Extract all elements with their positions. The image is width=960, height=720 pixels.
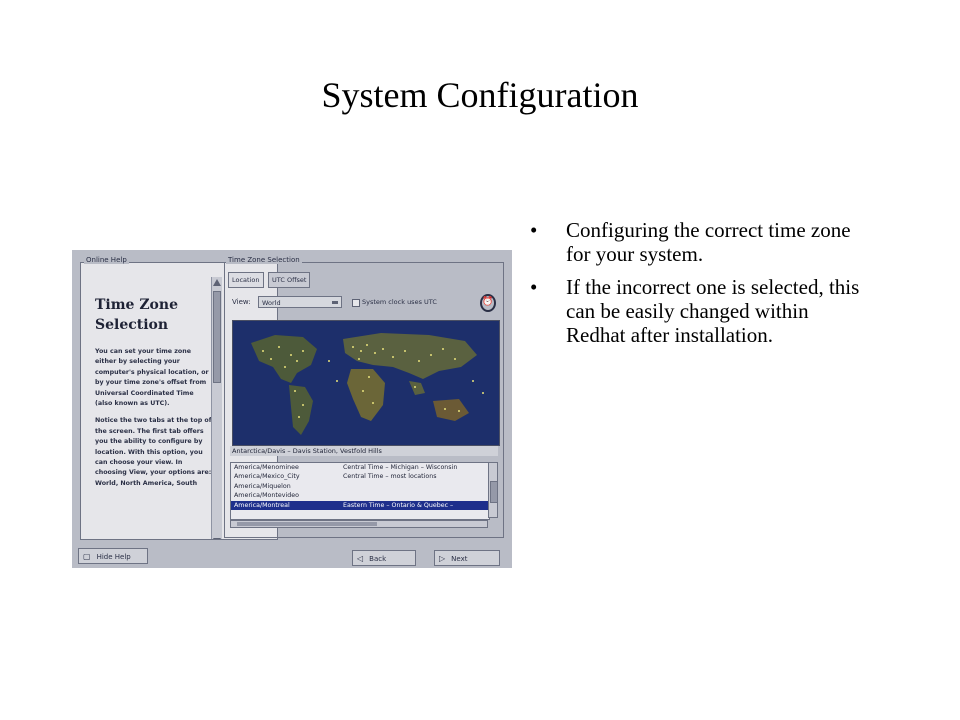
bullet-list xyxy=(530,218,860,356)
back-button[interactable] xyxy=(352,550,416,566)
hscroll-thumb[interactable] xyxy=(237,522,377,526)
bullet-icon: • xyxy=(530,218,538,242)
view-select[interactable] xyxy=(258,296,342,308)
help-paragraph: Notice the two tabs at the top of the screen. The first tab offers you the ability to configure by location. With this option, you can choose your view. In choosing View, your options are: World, North America, South xyxy=(95,417,212,487)
time-zone-label: Time Zone Selection xyxy=(228,256,300,264)
world-map[interactable] xyxy=(232,320,500,446)
tz-name: America/Menominee xyxy=(234,464,299,471)
list-scrollbar[interactable] xyxy=(488,462,498,518)
tz-name: America/Montevideo xyxy=(234,492,299,500)
bullet-icon: • xyxy=(530,275,538,299)
hide-help-icon: ▢ xyxy=(83,552,91,561)
bullet-text: Configuring the correct time zone for your system. xyxy=(566,218,851,266)
scroll-down-arrow-icon[interactable] xyxy=(213,538,221,540)
list-item-selected[interactable] xyxy=(231,501,489,510)
online-help-label: Online Help xyxy=(86,256,127,264)
view-select-value: World xyxy=(262,299,281,307)
list-scroll-thumb[interactable] xyxy=(490,481,498,503)
help-paragraph: You can set your time zone either by selecting your computer's physical location, or by your time zone's offset from Universal Coordinated Time (also known as UTC). xyxy=(95,348,209,408)
tz-name: America/Miquelon xyxy=(234,482,291,490)
view-label: View: xyxy=(232,298,251,306)
utc-checkbox[interactable] xyxy=(352,299,360,307)
installer-screenshot xyxy=(72,250,512,568)
tz-desc: Eastern Time – Ontario & Quebec – xyxy=(343,501,454,509)
list-horizontal-scrollbar[interactable] xyxy=(230,520,488,528)
chevron-down-icon xyxy=(332,301,338,304)
bullet-text: If the incorrect one is selected, this can be easily changed within Redhat after installation. xyxy=(566,275,860,347)
selected-location: Antarctica/Davis – Davis Station, Vestfold Hills xyxy=(230,446,498,456)
tz-name: America/Mexico_City xyxy=(234,473,300,481)
help-scroll-thumb[interactable] xyxy=(213,291,221,383)
clock-icon: ⏰ xyxy=(480,294,496,312)
utc-checkbox-label: System clock uses UTC xyxy=(362,298,437,306)
world-map-icon xyxy=(233,321,499,445)
next-label: Next xyxy=(451,555,468,563)
tz-desc: Central Time – most locations xyxy=(343,473,437,481)
help-title: Time Zone Selection xyxy=(95,297,178,333)
tz-desc: Central Time – Michigan – Wisconsin xyxy=(343,464,458,471)
tab-location[interactable]: Location xyxy=(228,272,264,288)
help-body xyxy=(95,347,213,496)
hide-help-button[interactable] xyxy=(78,548,148,564)
help-scrollbar[interactable] xyxy=(211,277,222,540)
back-label: Back xyxy=(369,555,387,563)
list-item[interactable] xyxy=(231,491,489,500)
timezone-list[interactable] xyxy=(230,462,490,520)
bullet-item xyxy=(530,275,860,347)
slide-title: System Configuration xyxy=(321,75,639,115)
next-arrow-icon: ▷ xyxy=(439,554,446,563)
next-button[interactable] xyxy=(434,550,500,566)
back-arrow-icon: ◁ xyxy=(357,554,364,563)
list-item[interactable] xyxy=(231,463,489,472)
bullet-item xyxy=(530,218,860,266)
time-zone-panel xyxy=(224,254,504,538)
list-item[interactable] xyxy=(231,482,489,491)
list-item[interactable] xyxy=(231,472,489,481)
tz-name: America/Montreal xyxy=(234,501,290,509)
scroll-up-arrow-icon[interactable] xyxy=(213,279,221,286)
hide-help-label: Hide Help xyxy=(96,553,131,561)
tab-utc-offset[interactable]: UTC Offset xyxy=(268,272,310,288)
